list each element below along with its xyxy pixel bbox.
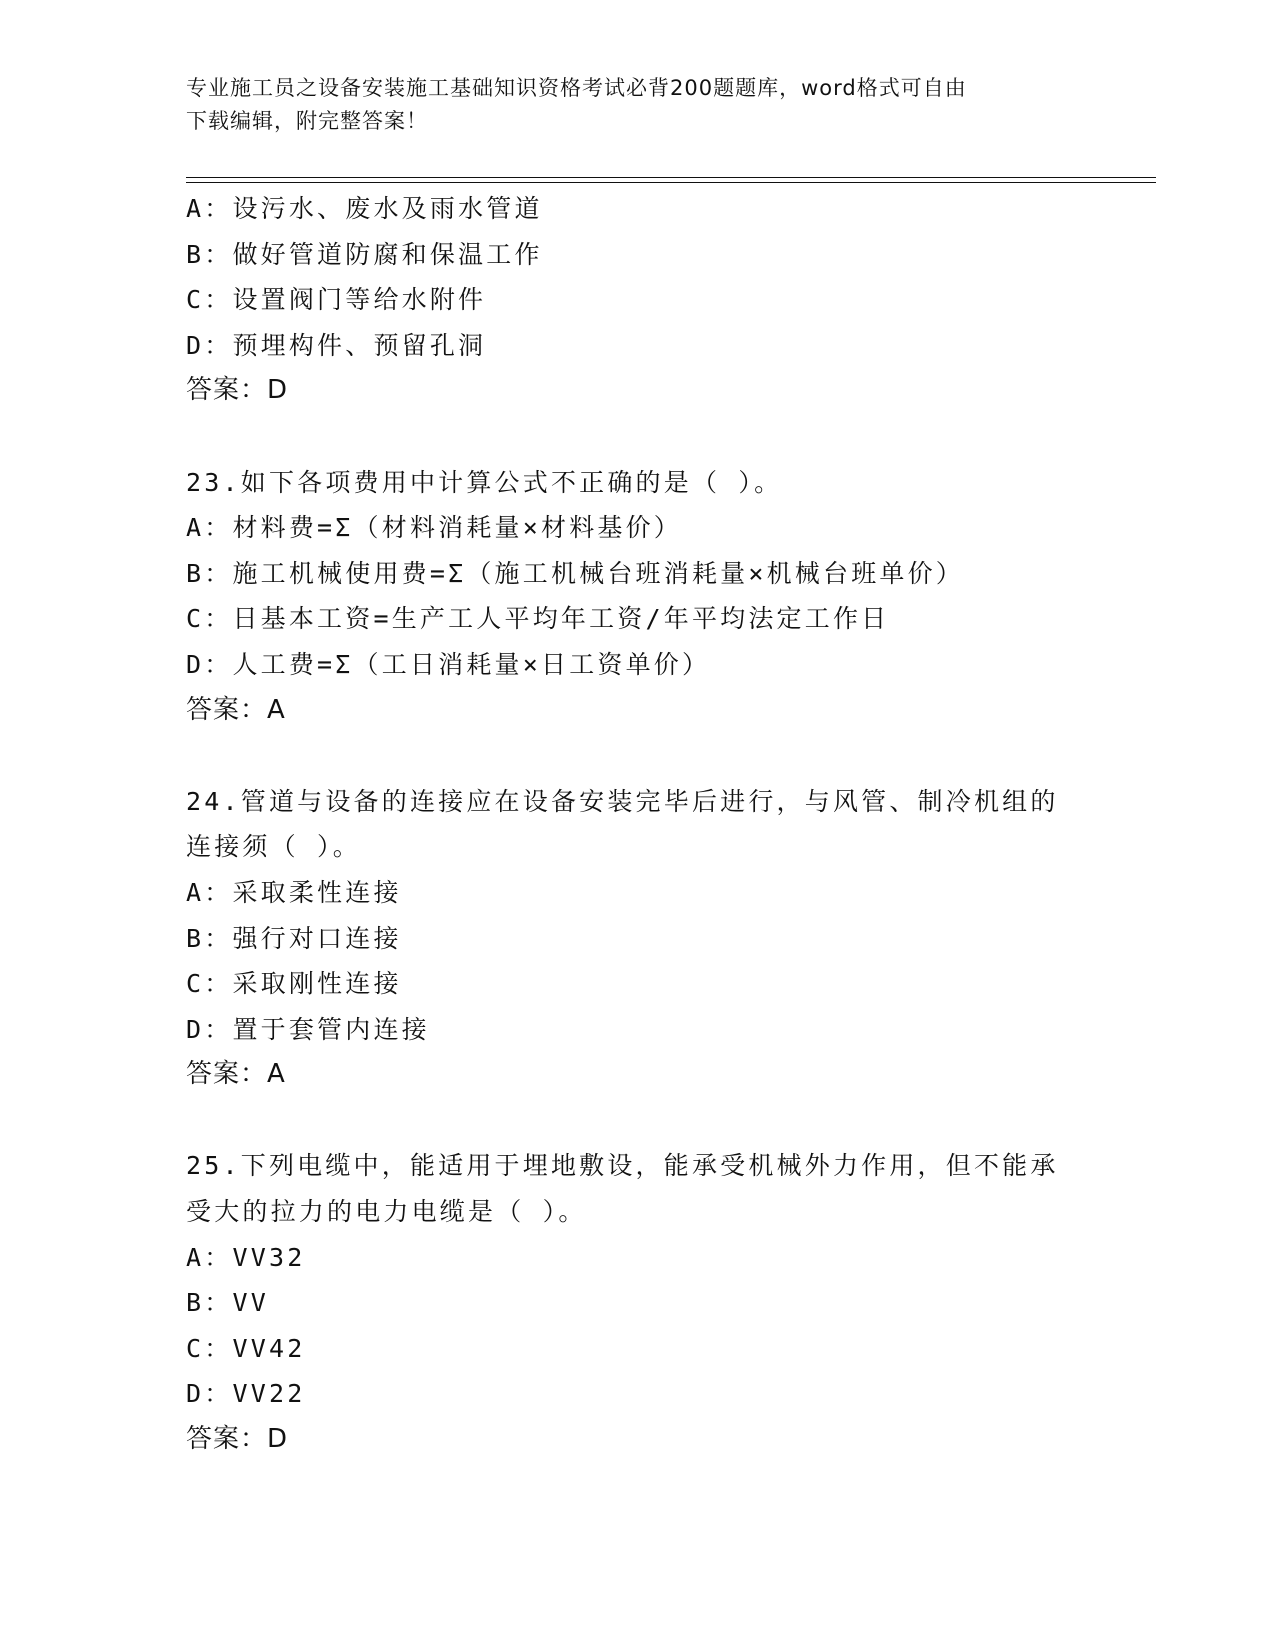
question-text: 24.管道与设备的连接应在设备安装完毕后进行，与风管、制冷机组的 xyxy=(186,786,1059,816)
option-c: C：日基本工资=生产工人平均年工资/年平均法定工作日 xyxy=(186,604,890,634)
question-gap xyxy=(186,733,1146,779)
option-b: B：强行对口连接 xyxy=(186,923,402,953)
header-line-2: 下载编辑，附完整答案！ xyxy=(186,109,428,133)
question-text-continued: 受大的拉力的电力电缆是（ ）。 xyxy=(186,1197,587,1227)
option-a: A：VV32 xyxy=(186,1242,306,1272)
document-header xyxy=(186,72,1066,138)
option-c: C：采取刚性连接 xyxy=(186,969,402,999)
option-b: B：施工机械使用费=Σ（施工机械台班消耗量×机械台班单价） xyxy=(186,558,965,588)
question-gap xyxy=(186,414,1146,460)
option-b: B：VV xyxy=(186,1288,269,1318)
question-block-25 xyxy=(186,1143,1146,1462)
option-b: B：做好管道防腐和保温工作 xyxy=(186,239,543,269)
answer-line: 答案：D xyxy=(186,1424,289,1455)
header-rule-top xyxy=(186,177,1156,178)
header-line-1: 专业施工员之设备安装施工基础知识资格考试必背200题题库，word格式可自由 xyxy=(186,76,967,100)
option-d: D：预埋构件、预留孔洞 xyxy=(186,330,487,360)
option-d: D：人工费=Σ（工日消耗量×日工资单价） xyxy=(186,649,711,679)
question-text-continued: 连接须（ ）。 xyxy=(186,832,361,862)
question-block-prev xyxy=(186,186,1146,414)
question-block-24 xyxy=(186,779,1146,1098)
answer-line: 答案：A xyxy=(186,694,286,725)
question-gap xyxy=(186,1098,1146,1144)
option-a: A：设污水、废水及雨水管道 xyxy=(186,194,543,223)
answer-line: 答案：D xyxy=(186,375,289,406)
option-a: A：材料费=Σ（材料消耗量×材料基价） xyxy=(186,513,683,543)
option-a: A：采取柔性连接 xyxy=(186,877,402,907)
option-c: C：VV42 xyxy=(186,1333,306,1363)
question-block-23 xyxy=(186,460,1146,734)
option-d: D：VV22 xyxy=(186,1379,306,1409)
option-d: D：置于套管内连接 xyxy=(186,1014,430,1044)
document-body xyxy=(186,186,1146,1463)
question-text: 25.下列电缆中，能适用于埋地敷设，能承受机械外力作用，但不能承 xyxy=(186,1151,1059,1181)
header-rule-bottom xyxy=(186,182,1156,183)
option-c: C：设置阀门等给水附件 xyxy=(186,285,487,315)
question-text: 23.如下各项费用中计算公式不正确的是（ ）。 xyxy=(186,467,783,497)
answer-line: 答案：A xyxy=(186,1059,286,1090)
